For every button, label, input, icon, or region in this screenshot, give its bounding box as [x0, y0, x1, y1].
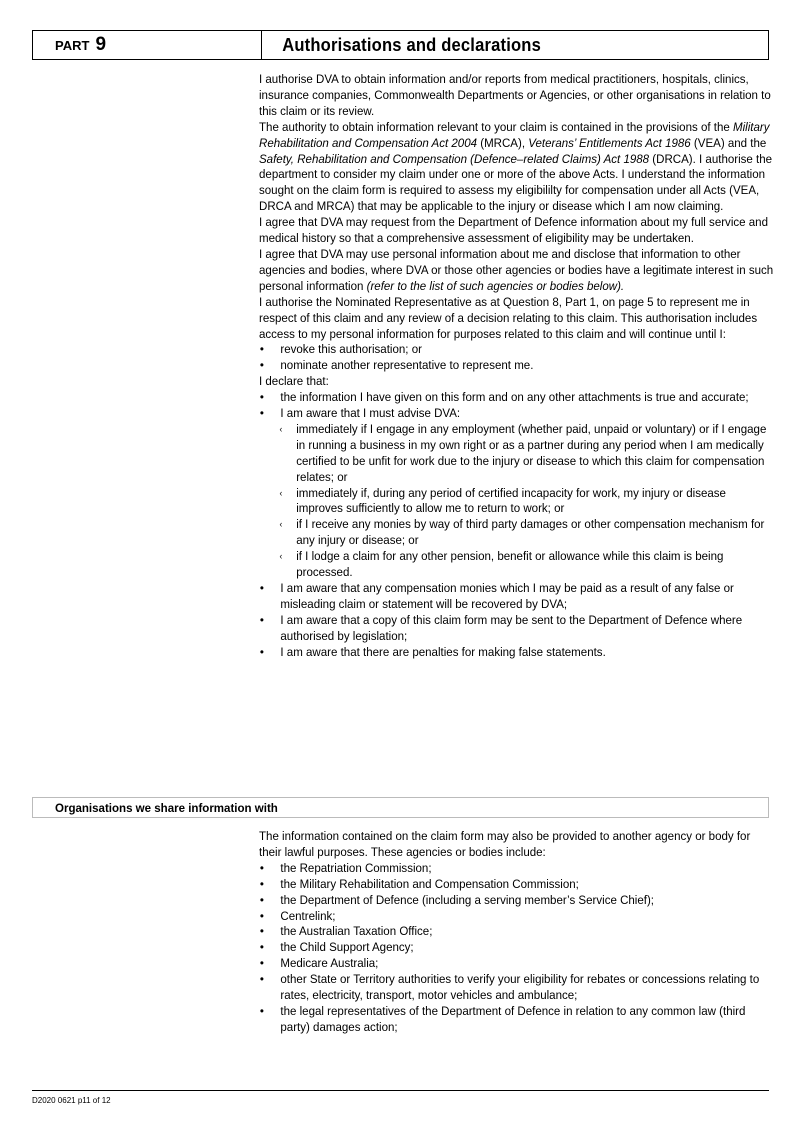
list-item: • the Repatriation Commission;	[259, 861, 774, 877]
list-item: • revoke this authorisation; or	[259, 342, 774, 358]
declaration-list	[259, 390, 774, 660]
list-item: • Medicare Australia;	[259, 956, 774, 972]
list-item: • nominate another representative to represent me.	[259, 358, 774, 374]
paragraph-authorise-dva: I authorise DVA to obtain information and/or reports from medical practitioners, hospitals, clinics, insurance companies, Commonwealth Departments or Agencies, or other organisations in relation to this claim or its review.	[259, 72, 771, 118]
list-item: • the legal representatives of the Department of Defence in relation to any common law (third party) damages action;	[259, 1004, 774, 1036]
list-item: • the Australian Taxation Office;	[259, 924, 774, 940]
paragraph-authority-acts: The authority to obtain information relevant to your claim is contained in the provisions of the Military Rehabilitation and Compensation Act 2004 (MRCA), Veterans’ Entitlements Act 1986 (VEA) and the Safety, Rehabilitation and Compensation (Defence–related Claims) Act 1988 (DRCA). I authorise the department to consider my claim under one or more of the above Acts. I understand the information sought on the claim form is required to assess my eligibililty for compensation under all Acts (VEA, DRCA and MRCA) that may be applicable to the injury or disease which I am now claiming.	[259, 119, 773, 214]
paragraph-nominated-rep: I authorise the Nominated Representative as at Question 8, Part 1, on page 5 to represent me in respect of this claim and any review of a decision relating to this claim. This authorisation includes access to my personal information for purposes related to this claim and will continue until I:	[259, 294, 758, 341]
organisations-list	[259, 861, 774, 1036]
page-title: Authorisations and declarations	[282, 34, 541, 55]
list-item: ‹ immediately if, during any period of certified incapacity for work, my injury or disease improves sufficiently to allow me to return to work; or	[259, 486, 774, 518]
list-item: • I am aware that there are penalties for making false statements.	[259, 645, 774, 661]
list-item: ‹ if I lodge a claim for any other pension, benefit or allowance while this claim is being processed.	[259, 549, 774, 581]
advise-list	[259, 422, 774, 581]
organisations-text	[259, 829, 774, 1036]
section-heading-organisations: Organisations we share information with	[32, 797, 769, 818]
paragraph-personal-info: I agree that DVA may use personal information about me and disclose that information to other agencies and bodies, where DVA or those other agencies or bodies have a legitimate interest in such personal information (refer to the list of such agencies or bodies below).	[259, 246, 774, 293]
declare-heading: I declare that:	[259, 374, 329, 389]
part-label: PART 9	[33, 31, 262, 59]
paragraph-defence-history: I agree that DVA may request from the Department of Defence information about my full service and medical history so that a comprehensive assessment of eligibility may be undertaken.	[259, 215, 768, 246]
list-item: • the Military Rehabilitation and Compensation Commission;	[259, 877, 774, 893]
part-number: 9	[95, 34, 107, 55]
organisations-intro: The information contained on the claim form may also be provided to another agency or body for their lawful purposes. These agencies or bodies include:	[259, 829, 751, 859]
until-list	[259, 342, 774, 374]
part-header	[32, 30, 769, 60]
list-item: • the information I have given on this form and on any other attachments is true and accurate;	[259, 390, 774, 406]
list-item: ‹ immediately if I engage in any employment (whether paid, unpaid or voluntary) or if I engage in running a business in my own right or as a partner during any period when I am medically certified to be unfit for work due to the injury or disease to which this claim for compensation relates; or	[259, 422, 774, 486]
list-item: • the Child Support Agency;	[259, 940, 774, 956]
list-item: • the Department of Defence (including a serving member’s Service Chief);	[259, 893, 774, 909]
authorisation-text	[259, 72, 774, 661]
list-item: • I am aware that I must advise DVA: ‹ immediately if I engage in any employment (whether paid, unpaid or voluntary) or if I engage in running a business in my own right or as a partner during any period when I am medically certified to be unfit for work due to the injury or disease to which this claim for compensation relates; or ‹ immediately if, during any period of certified incapacity for work, my injury or disease improves sufficiently to allow me to return to work; or ‹ if I receive any monies by way of third party damages or other compensation mechanism for any injury or disease; or ‹ if I lodge a claim for any other pension, benefit or allowance while this claim is being processed.	[259, 406, 774, 581]
footer-divider	[32, 1090, 769, 1091]
list-item: • Centrelink;	[259, 909, 774, 925]
list-item: • other State or Territory authorities to verify your eligibility for rebates or concessions relating to rates, electricity, transport, motor vehicles and ambulance;	[259, 972, 774, 1004]
list-item: ‹ if I receive any monies by way of third party damages or other compensation mechanism for any injury or disease; or	[259, 517, 774, 549]
list-item: • I am aware that a copy of this claim form may be sent to the Department of Defence where authorised by legislation;	[259, 613, 774, 645]
list-item: • I am aware that any compensation monies which I may be paid as a result of any false or misleading claim or statement will be recovered by DVA;	[259, 581, 774, 613]
footer-code: D2020 0621 p11 of 12	[32, 1096, 111, 1105]
